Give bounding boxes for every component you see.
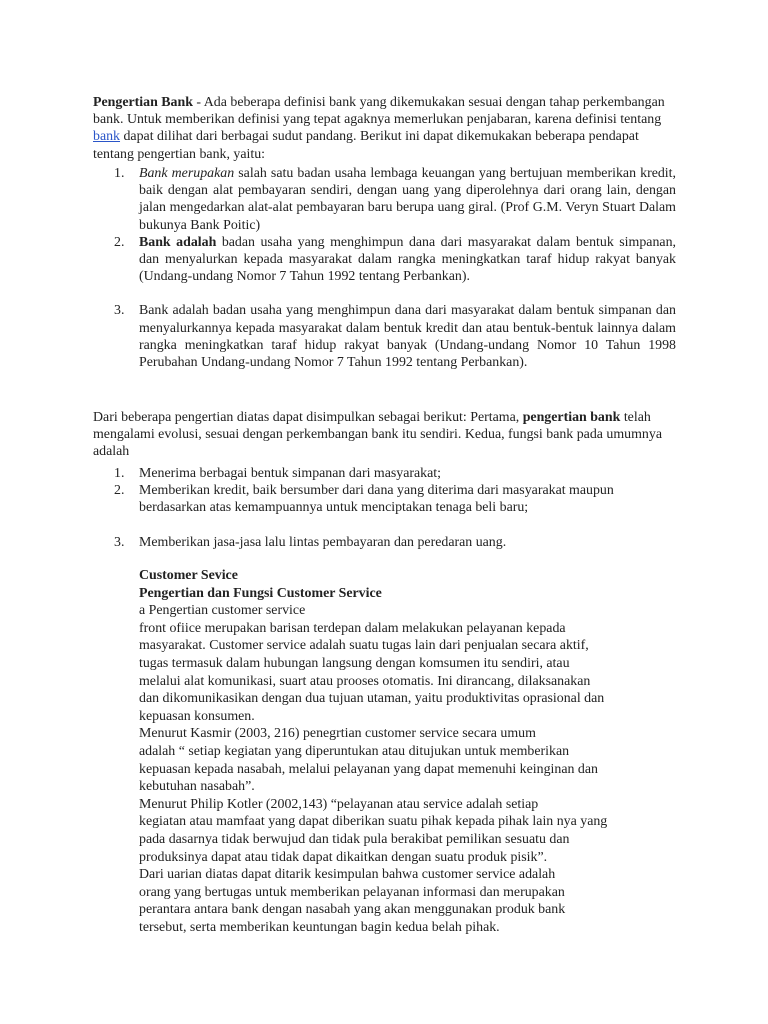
list-number: 3. <box>114 534 125 550</box>
conclusion-paragraph <box>93 409 676 461</box>
intro-text-before-link: - Ada beberapa definisi bank yang dikemukakan sesuai dengan tahap perkembangan bank. Untuk memberikan definisi yang tepat agaknya memerlukan penjabaran, karena definisi tentang <box>93 95 665 128</box>
function-item-1 <box>93 465 676 482</box>
definition-text: Bank adalah badan usaha yang menghimpun dana dari masyarakat dalam bentuk simpanan dan menyalurkannya kepada masyarakat dalam bentuk kredit dan atau bentuk-bentuk lainnya dalam rangka meningkatkan taraf hidup rakyat banyak (Undang-undang Nomor 10 Tahun 1998 Perubahan Undang-undang Nomor 7 Tahun 1992 tentang Perbankan). <box>139 303 676 371</box>
customer-service-line: Menurut Philip Kotler (2002,143) “pelayanan atau service adalah setiap <box>139 796 539 812</box>
definition-list <box>93 165 676 371</box>
customer-service-subheading: Pengertian dan Fungsi Customer Service <box>139 585 382 601</box>
definition-item-1 <box>93 165 676 234</box>
customer-service-line: melalui alat komunikasi, suart atau prooses otomatis. Ini dirancang, dilaksanakan <box>139 673 591 689</box>
list-number: 2. <box>114 483 125 499</box>
customer-service-line: Menurut Kasmir (2003, 216) penegrtian customer service secara umum <box>139 726 536 742</box>
function-text: Memberikan kredit, baik bersumber dari dana yang diterima dari masyarakat maupun berdasarkan atas kemampuannya untuk menciptakan tenaga beli baru; <box>139 483 614 516</box>
list-number: 2. <box>114 234 125 250</box>
definition-text: salah satu badan usaha lembaga keuangan yang bertujuan memberikan kredit, baik dengan alat pembayaran sendiri, dengan uang yang diperolehnya dari orang lain, dengan jalan mengedarkan alat-alat pembayaran baru berupa uang giral. (Prof G.M. Veryn Stuart Dalam bukunya Bank Poitic) <box>139 166 677 233</box>
intro-term: Pengertian Bank <box>93 95 193 110</box>
customer-service-heading: Customer Sevice <box>139 568 238 583</box>
customer-service-line: masyarakat. Customer service adalah suatu tugas lain dari penjualan secara aktif, <box>139 638 589 654</box>
definition-item-3 <box>93 302 676 371</box>
customer-service-line: kegiatan atau mamfaat yang dapat diberikan suatu pihak kepada pihak lain nya yang <box>139 814 608 830</box>
customer-service-line: kebutuhan nasabah”. <box>139 779 255 795</box>
bank-link[interactable]: bank <box>93 129 121 145</box>
function-text: Memberikan jasa-jasa lalu lintas pembayaran dan peredaran uang. <box>139 534 507 550</box>
customer-service-line: dan dikomunikasikan dengan dua tujuan utaman, yaitu produktivitas oprasional dan <box>139 691 605 707</box>
definition-lead: Bank adalah <box>139 234 217 250</box>
customer-service-line: front ofiice merupakan barisan terdepan dalam melakukan pelayanan kepada <box>139 620 566 636</box>
customer-service-line: Dari uarian diatas dapat ditarik kesimpulan bahwa customer service adalah <box>139 867 556 883</box>
function-list <box>93 465 676 551</box>
definition-lead: Bank merupakan <box>139 166 235 181</box>
customer-service-line: adalah “ setiap kegiatan yang diperuntukan atau ditujukan untuk memberikan <box>139 743 570 759</box>
conclusion-text-after: telah mengalami evolusi, sesuai dengan perkembangan bank itu sendiri. Kedua, fungsi bank pada umumnya adalah <box>93 410 662 460</box>
conclusion-text-before: Dari beberapa pengertian diatas dapat disimpulkan sebagai berikut: Pertama, <box>93 410 523 425</box>
customer-service-section <box>139 567 679 936</box>
customer-service-line: perantara antara bank dengan nasabah yang akan menggunakan produk bank <box>139 902 566 918</box>
list-number: 1. <box>114 466 125 481</box>
customer-service-line: kepuasan kepada nasabah, melalui pelayanan yang dapat memenuhi keinginan dan <box>139 761 598 777</box>
customer-service-line: a Pengertian customer service <box>139 603 306 619</box>
intro-text-after-link: dapat dilihat dari berbagai sudut pandang. Berikut ini dapat dikemukakan beberapa pendapat tentang pengertian bank, yaitu: <box>93 129 639 162</box>
function-text: Menerima berbagai bentuk simpanan dari masyarakat; <box>139 466 442 481</box>
function-item-3 <box>93 534 676 551</box>
customer-service-line: kepuasan konsumen. <box>139 708 255 724</box>
definition-item-2 <box>93 234 676 286</box>
definition-text: badan usaha yang menghimpun dana dari masyarakat dalam bentuk simpanan, dan menyalurkan kepada masyarakat dalam rangka meningkatkan taraf hidup rakyat banyak (Undang-undang Nomor 7 Tahun 1992 tentang Perbankan). <box>139 234 676 285</box>
intro-paragraph <box>93 94 676 163</box>
customer-service-line: tersebut, serta memberikan keuntungan bagin kedua belah pihak. <box>139 919 500 935</box>
customer-service-line: produksinya dapat atau tidak dapat dikaitkan dengan suatu produk pisik”. <box>139 849 548 865</box>
list-number: 3. <box>114 303 125 319</box>
conclusion-bold-term: pengertian bank <box>522 410 621 425</box>
function-item-2 <box>93 482 676 516</box>
customer-service-line: tugas termasuk dalam hubungan langsung dengan komsumen itu sendiri, atau <box>139 655 570 671</box>
customer-service-line: orang yang bertugas untuk memberikan pelayanan informasi dan merupakan <box>139 884 565 900</box>
list-number: 1. <box>114 166 125 181</box>
customer-service-line: pada dasarnya tidak berwujud dan tidak pula berakibat pemilikan sesuatu dan <box>139 831 570 847</box>
